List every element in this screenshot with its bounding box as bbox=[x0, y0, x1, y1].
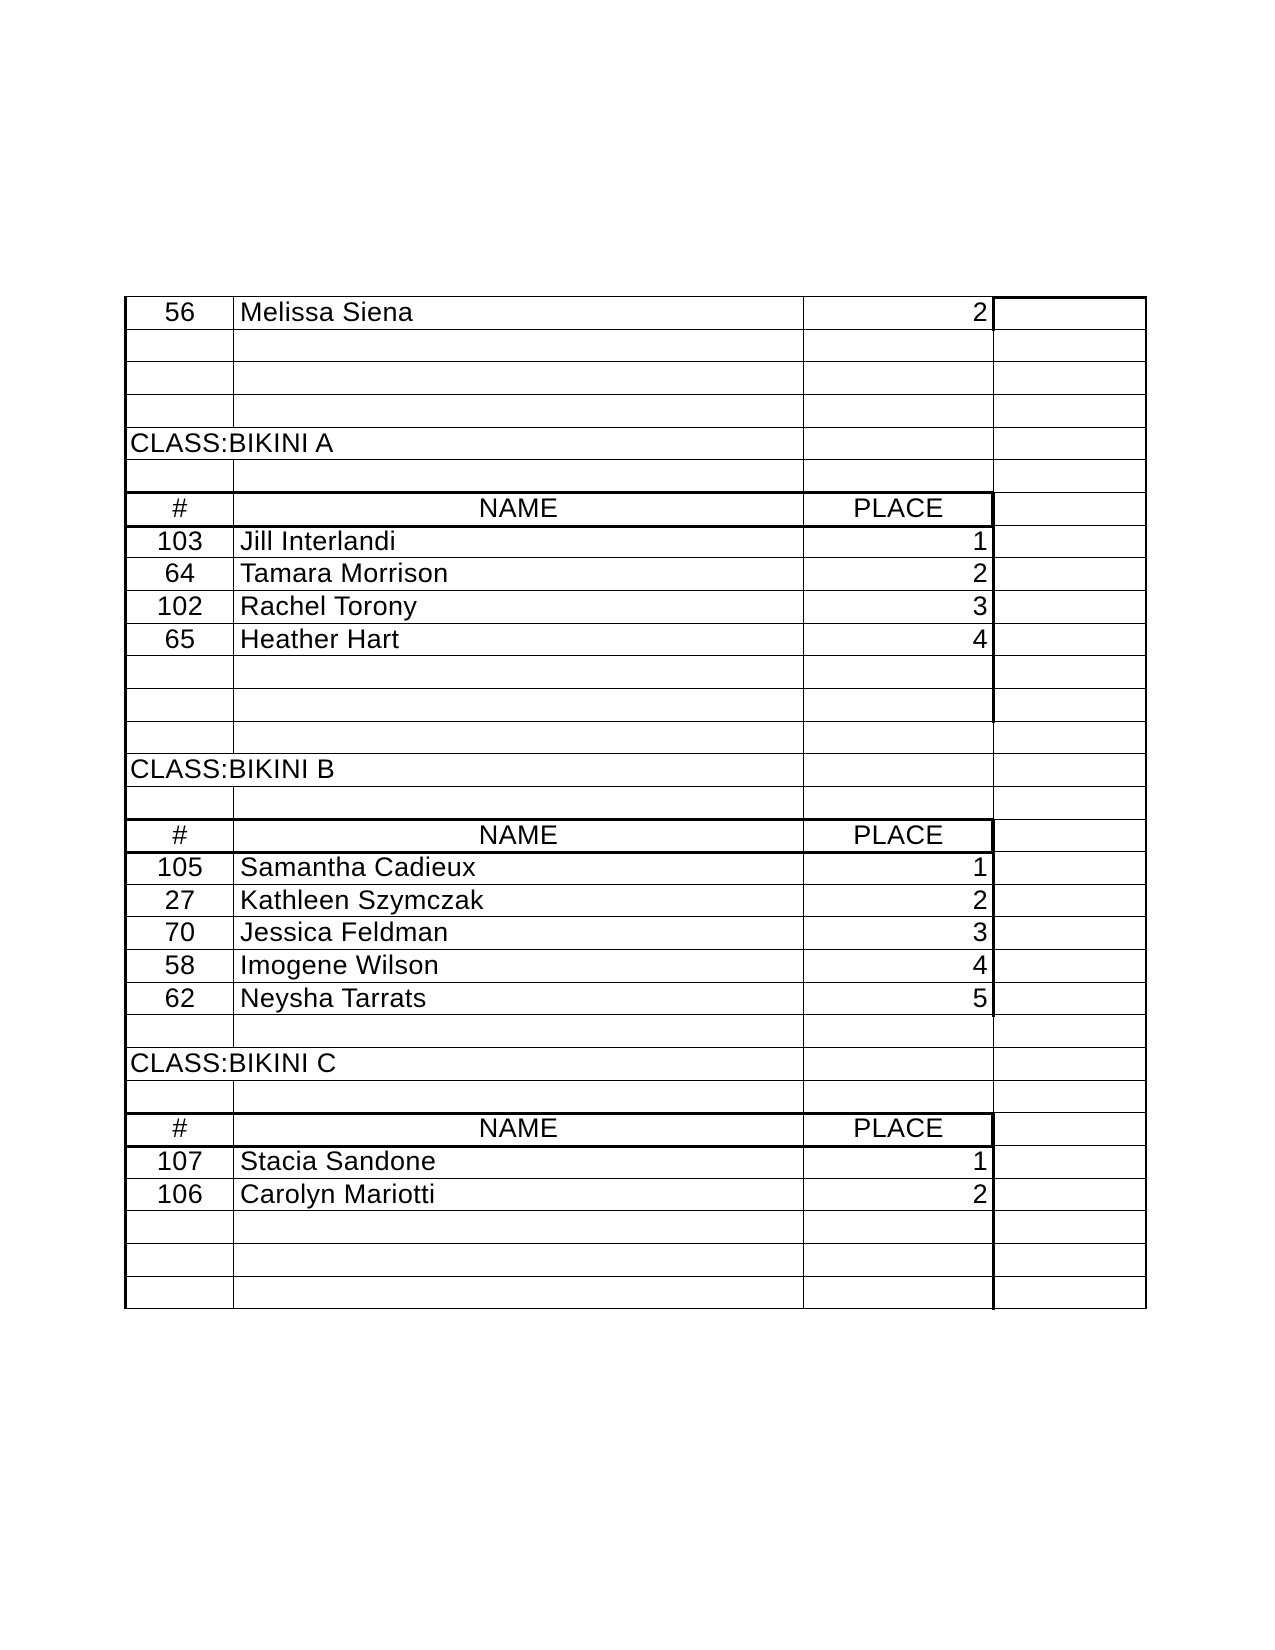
empty-cell bbox=[804, 1244, 994, 1276]
column-header-number: # bbox=[127, 1113, 234, 1145]
table-row bbox=[127, 591, 1145, 624]
name-cell: Rachel Torony bbox=[234, 591, 804, 623]
spacer-cell bbox=[994, 493, 1145, 525]
empty-cell bbox=[127, 689, 234, 721]
empty-cell bbox=[804, 656, 994, 688]
class-row bbox=[127, 1048, 1145, 1081]
class-label: CLASS:BIKINI B bbox=[127, 754, 804, 786]
table-row bbox=[127, 852, 1145, 885]
row-number-cell: 58 bbox=[127, 950, 234, 982]
spacer-cell bbox=[994, 885, 1145, 917]
column-header-name: NAME bbox=[234, 820, 804, 852]
empty-cell bbox=[804, 1211, 994, 1243]
empty-cell bbox=[994, 1015, 1145, 1047]
empty-row bbox=[127, 1277, 1145, 1310]
row-number-cell: 107 bbox=[127, 1146, 234, 1178]
spacer-cell bbox=[994, 624, 1145, 656]
empty-cell bbox=[804, 787, 994, 819]
place-cell: 3 bbox=[804, 591, 994, 623]
column-header-name: NAME bbox=[234, 1113, 804, 1145]
spacer-cell bbox=[994, 591, 1145, 623]
empty-row bbox=[127, 362, 1145, 395]
table-row bbox=[127, 885, 1145, 918]
row-number-cell: 62 bbox=[127, 983, 234, 1015]
empty-cell bbox=[994, 395, 1145, 427]
empty-row bbox=[127, 330, 1145, 363]
spacer-cell bbox=[994, 820, 1145, 852]
empty-row bbox=[127, 1244, 1145, 1277]
column-header-name: NAME bbox=[234, 493, 804, 525]
empty-cell bbox=[804, 1081, 994, 1113]
spacer-cell bbox=[994, 754, 1145, 786]
empty-cell bbox=[127, 460, 234, 492]
place-cell: 1 bbox=[804, 852, 994, 884]
place-cell: 2 bbox=[804, 558, 994, 590]
spacer-cell bbox=[994, 1113, 1145, 1145]
empty-row bbox=[127, 689, 1145, 722]
empty-cell bbox=[994, 1211, 1145, 1243]
place-cell: 1 bbox=[804, 526, 994, 558]
results-table bbox=[124, 296, 1147, 1309]
column-header-place: PLACE bbox=[804, 1113, 994, 1145]
class-row bbox=[127, 428, 1145, 461]
table-row bbox=[127, 624, 1145, 657]
spacer-cell bbox=[994, 950, 1145, 982]
header-row bbox=[127, 493, 1145, 526]
place-cell: 2 bbox=[804, 1179, 994, 1211]
row-number-cell: 70 bbox=[127, 917, 234, 949]
empty-cell bbox=[804, 1277, 994, 1309]
place-cell: 2 bbox=[804, 885, 994, 917]
row-number-cell: 65 bbox=[127, 624, 234, 656]
empty-cell bbox=[994, 330, 1145, 362]
empty-cell bbox=[994, 722, 1145, 754]
empty-cell bbox=[234, 1244, 804, 1276]
empty-cell bbox=[127, 362, 234, 394]
header-row bbox=[127, 1113, 1145, 1146]
empty-cell bbox=[994, 689, 1145, 721]
spacer-cell bbox=[994, 983, 1145, 1015]
table-row bbox=[127, 297, 1145, 330]
column-header-number: # bbox=[127, 493, 234, 525]
empty-cell bbox=[804, 362, 994, 394]
empty-cell bbox=[127, 1081, 234, 1113]
table-row bbox=[127, 983, 1145, 1016]
empty-cell bbox=[127, 722, 234, 754]
name-cell: Heather Hart bbox=[234, 624, 804, 656]
row-number-cell: 103 bbox=[127, 526, 234, 558]
empty-cell bbox=[994, 1244, 1145, 1276]
place-cell bbox=[804, 754, 994, 786]
empty-cell bbox=[234, 787, 804, 819]
empty-cell bbox=[127, 395, 234, 427]
row-number-cell: 102 bbox=[127, 591, 234, 623]
empty-row bbox=[127, 1211, 1145, 1244]
empty-cell bbox=[234, 1015, 804, 1047]
empty-cell bbox=[127, 330, 234, 362]
empty-cell bbox=[234, 1277, 804, 1309]
spacer-cell bbox=[994, 852, 1145, 884]
place-cell bbox=[804, 1048, 994, 1080]
empty-cell bbox=[804, 395, 994, 427]
empty-cell bbox=[804, 1015, 994, 1047]
empty-cell bbox=[234, 1211, 804, 1243]
class-row bbox=[127, 754, 1145, 787]
column-header-place: PLACE bbox=[804, 820, 994, 852]
empty-cell bbox=[127, 1015, 234, 1047]
spacer-cell bbox=[994, 917, 1145, 949]
empty-row bbox=[127, 1081, 1145, 1114]
empty-cell bbox=[804, 460, 994, 492]
empty-cell bbox=[234, 460, 804, 492]
row-number-cell: 64 bbox=[127, 558, 234, 590]
spacer-cell bbox=[994, 558, 1145, 590]
row-number-cell: 56 bbox=[127, 297, 234, 329]
spacer-cell bbox=[994, 1179, 1145, 1211]
place-cell bbox=[804, 428, 994, 460]
empty-cell bbox=[234, 722, 804, 754]
empty-row bbox=[127, 787, 1145, 820]
empty-cell bbox=[127, 1277, 234, 1309]
place-cell: 1 bbox=[804, 1146, 994, 1178]
spacer-cell bbox=[994, 428, 1145, 460]
name-cell: Neysha Tarrats bbox=[234, 983, 804, 1015]
spacer-cell bbox=[994, 1146, 1145, 1178]
row-number-cell: 106 bbox=[127, 1179, 234, 1211]
empty-cell bbox=[234, 395, 804, 427]
name-cell: Melissa Siena bbox=[234, 297, 804, 329]
empty-cell bbox=[804, 689, 994, 721]
table-row bbox=[127, 1146, 1145, 1179]
name-cell: Jill Interlandi bbox=[234, 526, 804, 558]
name-cell: Carolyn Mariotti bbox=[234, 1179, 804, 1211]
empty-row bbox=[127, 460, 1145, 493]
table-row bbox=[127, 917, 1145, 950]
class-label: CLASS:BIKINI A bbox=[127, 428, 804, 460]
empty-cell bbox=[994, 1277, 1145, 1309]
spacer-cell bbox=[994, 526, 1145, 558]
row-number-cell: 105 bbox=[127, 852, 234, 884]
name-cell: Tamara Morrison bbox=[234, 558, 804, 590]
column-header-number: # bbox=[127, 820, 234, 852]
spacer-cell bbox=[994, 297, 1145, 329]
empty-cell bbox=[994, 787, 1145, 819]
place-cell: 5 bbox=[804, 983, 994, 1015]
place-cell: 4 bbox=[804, 624, 994, 656]
empty-cell bbox=[994, 460, 1145, 492]
empty-cell bbox=[804, 330, 994, 362]
column-header-place: PLACE bbox=[804, 493, 994, 525]
table-row bbox=[127, 526, 1145, 559]
name-cell: Imogene Wilson bbox=[234, 950, 804, 982]
empty-cell bbox=[127, 1211, 234, 1243]
class-label: CLASS:BIKINI C bbox=[127, 1048, 804, 1080]
empty-cell bbox=[234, 362, 804, 394]
empty-row bbox=[127, 656, 1145, 689]
empty-cell bbox=[994, 362, 1145, 394]
empty-cell bbox=[804, 722, 994, 754]
name-cell: Samantha Cadieux bbox=[234, 852, 804, 884]
empty-row bbox=[127, 722, 1145, 755]
empty-row bbox=[127, 1015, 1145, 1048]
place-cell: 3 bbox=[804, 917, 994, 949]
name-cell: Jessica Feldman bbox=[234, 917, 804, 949]
empty-cell bbox=[234, 1081, 804, 1113]
empty-cell bbox=[127, 656, 234, 688]
table-row bbox=[127, 950, 1145, 983]
name-cell: Stacia Sandone bbox=[234, 1146, 804, 1178]
row-number-cell: 27 bbox=[127, 885, 234, 917]
empty-cell bbox=[127, 787, 234, 819]
table-row bbox=[127, 558, 1145, 591]
empty-cell bbox=[994, 1081, 1145, 1113]
table-row bbox=[127, 1179, 1145, 1212]
header-row bbox=[127, 820, 1145, 853]
empty-cell bbox=[234, 689, 804, 721]
empty-cell bbox=[994, 656, 1145, 688]
empty-cell bbox=[234, 330, 804, 362]
empty-cell bbox=[127, 1244, 234, 1276]
spacer-cell bbox=[994, 1048, 1145, 1080]
place-cell: 4 bbox=[804, 950, 994, 982]
empty-row bbox=[127, 395, 1145, 428]
name-cell: Kathleen Szymczak bbox=[234, 885, 804, 917]
empty-cell bbox=[234, 656, 804, 688]
place-cell: 2 bbox=[804, 297, 994, 329]
